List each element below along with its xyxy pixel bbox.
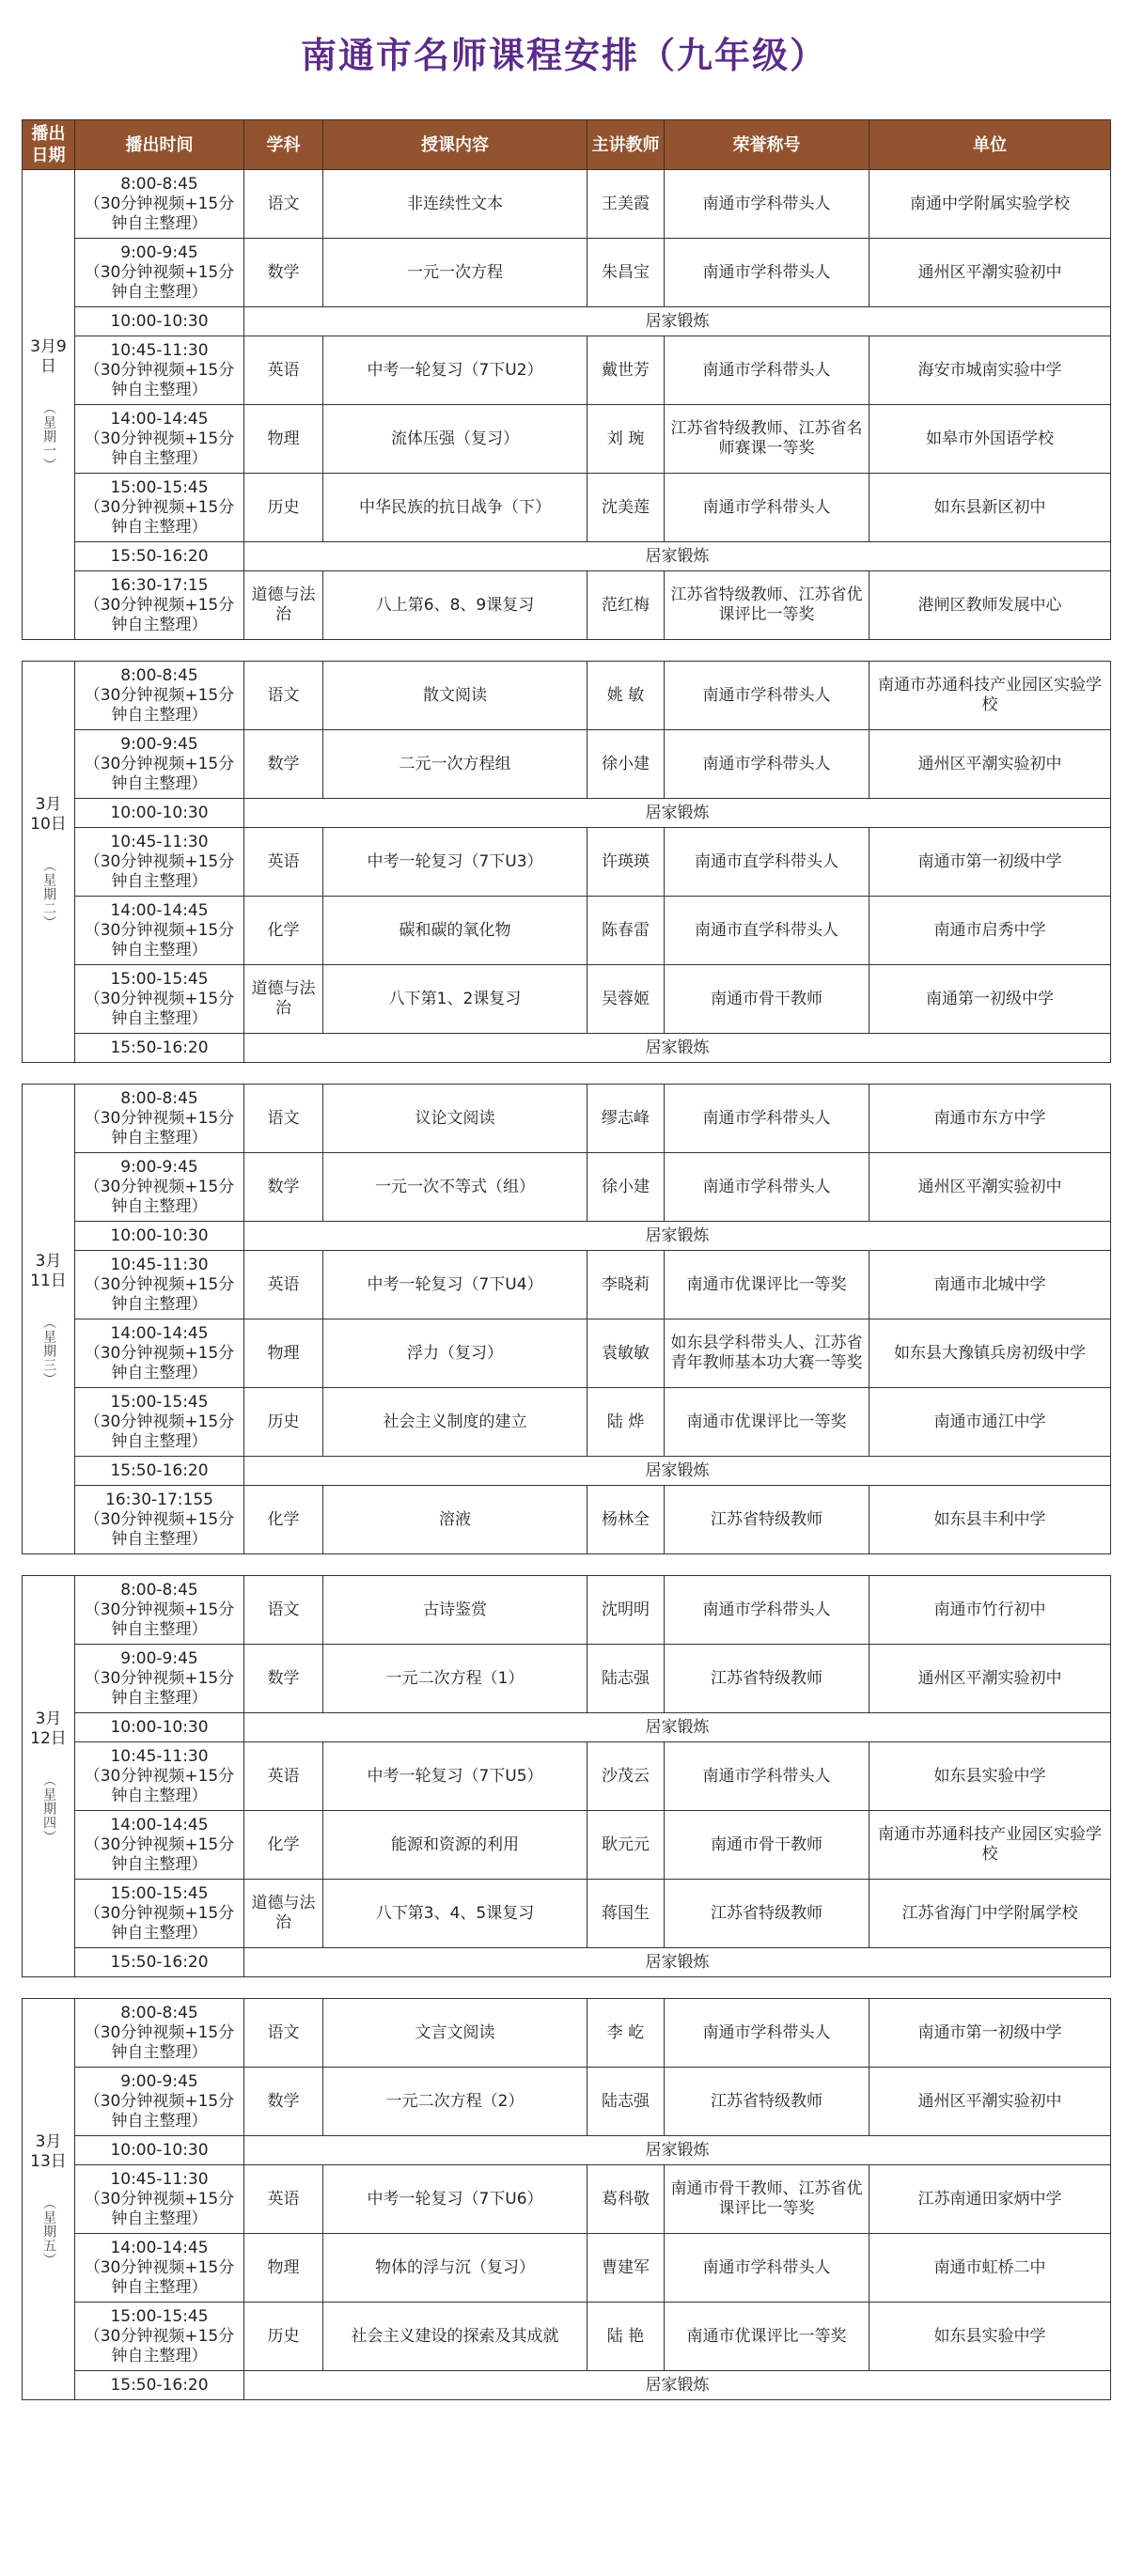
subject-cell: 英语 xyxy=(244,2165,323,2234)
time-cell: 8:00-8:45 （30分钟视频+15分钟自主整理） xyxy=(75,1085,244,1153)
honor-cell: 南通市优课评比一等奖 xyxy=(665,1388,870,1457)
subject-cell: 语文 xyxy=(244,1576,323,1645)
honor-cell: 南通市直学科带头人 xyxy=(665,897,870,965)
time-cell: 14:00-14:45 （30分钟视频+15分钟自主整理） xyxy=(75,1811,244,1880)
teacher-cell: 刘 琬 xyxy=(588,405,665,474)
lesson-row xyxy=(23,571,1111,640)
lesson-row xyxy=(23,1319,1111,1388)
time-cell: 10:45-11:30 （30分钟视频+15分钟自主整理） xyxy=(75,828,244,897)
honor-cell: 南通市学科带头人 xyxy=(665,239,870,307)
honor-cell: 南通市学科带头人 xyxy=(665,730,870,799)
time-cell: 15:00-15:45 （30分钟视频+15分钟自主整理） xyxy=(75,474,244,542)
time-cell: 15:00-15:45 （30分钟视频+15分钟自主整理） xyxy=(75,965,244,1034)
content-cell: 散文阅读 xyxy=(323,662,588,730)
lesson-row xyxy=(23,336,1111,405)
teacher-cell: 戴世芳 xyxy=(588,336,665,405)
unit-cell: 南通市北城中学 xyxy=(870,1251,1111,1319)
honor-cell: 南通市优课评比一等奖 xyxy=(665,1251,870,1319)
content-cell: 二元一次方程组 xyxy=(323,730,588,799)
exercise-label: 居家锻炼 xyxy=(244,2371,1111,2400)
unit-cell: 如东县新区初中 xyxy=(870,474,1111,542)
date-cell xyxy=(23,170,75,640)
subject-cell: 物理 xyxy=(244,1319,323,1388)
exercise-label: 居家锻炼 xyxy=(244,542,1111,571)
lesson-row xyxy=(23,897,1111,965)
content-cell: 中考一轮复习（7下U2） xyxy=(323,336,588,405)
header-honor: 荣誉称号 xyxy=(665,120,870,170)
weekday-label: （星期五） xyxy=(41,2195,56,2267)
lesson-row xyxy=(23,1999,1111,2068)
content-cell: 八上第6、8、9课复习 xyxy=(323,571,588,640)
unit-cell: 南通中学附属实验学校 xyxy=(870,170,1111,239)
unit-cell: 通州区平潮实验初中 xyxy=(870,1645,1111,1713)
honor-cell: 南通市优课评比一等奖 xyxy=(665,2303,870,2371)
teacher-cell: 杨林全 xyxy=(588,1486,665,1554)
unit-cell: 江苏南通田家炳中学 xyxy=(870,2165,1111,2234)
unit-cell: 南通市苏通科技产业园区实验学校 xyxy=(870,1811,1111,1880)
time-cell: 15:00-15:45 （30分钟视频+15分钟自主整理） xyxy=(75,1388,244,1457)
exercise-time: 10:00-10:30 xyxy=(75,1222,244,1251)
date-label: 3月9日 xyxy=(30,337,67,376)
weekday-label: （星期二） xyxy=(41,858,56,929)
honor-cell: 南通市学科带头人 xyxy=(665,1742,870,1811)
day-separator xyxy=(23,1554,1111,1576)
content-cell: 八下第1、2课复习 xyxy=(323,965,588,1034)
schedule-body xyxy=(23,170,1111,2400)
content-cell: 文言文阅读 xyxy=(323,1999,588,2068)
lesson-row xyxy=(23,1742,1111,1811)
content-cell: 中考一轮复习（7下U3） xyxy=(323,828,588,897)
lesson-row xyxy=(23,730,1111,799)
content-cell: 一元一次方程 xyxy=(323,239,588,307)
time-cell: 8:00-8:45 （30分钟视频+15分钟自主整理） xyxy=(75,662,244,730)
exercise-row xyxy=(23,1034,1111,1063)
exercise-label: 居家锻炼 xyxy=(244,1713,1111,1742)
unit-cell: 南通市东方中学 xyxy=(870,1085,1111,1153)
honor-cell: 江苏省特级教师 xyxy=(665,1486,870,1554)
honor-cell: 南通市学科带头人 xyxy=(665,336,870,405)
honor-cell: 如东县学科带头人、江苏省青年教师基本功大赛一等奖 xyxy=(665,1319,870,1388)
header-content: 授课内容 xyxy=(323,120,588,170)
day-separator xyxy=(23,1977,1111,1999)
subject-cell: 历史 xyxy=(244,474,323,542)
date-label: 3月11日 xyxy=(30,1252,67,1290)
content-cell: 一元二次方程（2） xyxy=(323,2068,588,2136)
time-cell: 14:00-14:45 （30分钟视频+15分钟自主整理） xyxy=(75,1319,244,1388)
unit-cell: 如皋市外国语学校 xyxy=(870,405,1111,474)
unit-cell: 通州区平潮实验初中 xyxy=(870,1153,1111,1222)
subject-cell: 语文 xyxy=(244,662,323,730)
lesson-row xyxy=(23,1645,1111,1713)
lesson-row xyxy=(23,405,1111,474)
lesson-row xyxy=(23,170,1111,239)
exercise-row xyxy=(23,1713,1111,1742)
lesson-row xyxy=(23,2234,1111,2303)
exercise-row xyxy=(23,2136,1111,2165)
content-cell: 碳和碳的氧化物 xyxy=(323,897,588,965)
teacher-cell: 徐小建 xyxy=(588,1153,665,1222)
teacher-cell: 李晓莉 xyxy=(588,1251,665,1319)
honor-cell: 南通市学科带头人 xyxy=(665,1576,870,1645)
time-cell: 9:00-9:45 （30分钟视频+15分钟自主整理） xyxy=(75,730,244,799)
time-cell: 15:00-15:45 （30分钟视频+15分钟自主整理） xyxy=(75,2303,244,2371)
page-title: 南通市名师课程安排（九年级） xyxy=(300,35,827,76)
unit-cell: 南通市苏通科技产业园区实验学校 xyxy=(870,662,1111,730)
unit-cell: 南通市第一初级中学 xyxy=(870,1999,1111,2068)
time-cell: 10:45-11:30 （30分钟视频+15分钟自主整理） xyxy=(75,2165,244,2234)
teacher-cell: 葛科敬 xyxy=(588,2165,665,2234)
subject-cell: 英语 xyxy=(244,336,323,405)
exercise-label: 居家锻炼 xyxy=(244,2136,1111,2165)
exercise-label: 居家锻炼 xyxy=(244,307,1111,336)
lesson-row xyxy=(23,2165,1111,2234)
time-cell: 9:00-9:45 （30分钟视频+15分钟自主整理） xyxy=(75,1645,244,1713)
lesson-row xyxy=(23,1153,1111,1222)
header-unit: 单位 xyxy=(870,120,1111,170)
time-cell: 10:45-11:30 （30分钟视频+15分钟自主整理） xyxy=(75,336,244,405)
teacher-cell: 缪志峰 xyxy=(588,1085,665,1153)
subject-cell: 道德与法治 xyxy=(244,1880,323,1948)
content-cell: 浮力（复习） xyxy=(323,1319,588,1388)
teacher-cell: 耿元元 xyxy=(588,1811,665,1880)
date-label: 3月13日 xyxy=(30,2131,67,2171)
teacher-cell: 陆 烨 xyxy=(588,1388,665,1457)
teacher-cell: 陆志强 xyxy=(588,2068,665,2136)
exercise-row xyxy=(23,542,1111,571)
date-cell xyxy=(23,1085,75,1554)
lesson-row xyxy=(23,1811,1111,1880)
teacher-cell: 许瑛瑛 xyxy=(588,828,665,897)
header-subject: 学科 xyxy=(244,120,323,170)
honor-cell: 江苏省特级教师、江苏省优课评比一等奖 xyxy=(665,571,870,640)
subject-cell: 道德与法治 xyxy=(244,571,323,640)
content-cell: 能源和资源的利用 xyxy=(323,1811,588,1880)
teacher-cell: 陈春雷 xyxy=(588,897,665,965)
subject-cell: 英语 xyxy=(244,1251,323,1319)
honor-cell: 南通市学科带头人 xyxy=(665,1085,870,1153)
subject-cell: 道德与法治 xyxy=(244,965,323,1034)
honor-cell: 江苏省特级教师、江苏省名师赛课一等奖 xyxy=(665,405,870,474)
teacher-cell: 李 屹 xyxy=(588,1999,665,2068)
time-cell: 16:30-17:155 （30分钟视频+15分钟自主整理） xyxy=(75,1486,244,1554)
lesson-row xyxy=(23,2303,1111,2371)
subject-cell: 化学 xyxy=(244,1811,323,1880)
honor-cell: 南通市骨干教师 xyxy=(665,965,870,1034)
teacher-cell: 朱昌宝 xyxy=(588,239,665,307)
subject-cell: 数学 xyxy=(244,239,323,307)
content-cell: 社会主义建设的探索及其成就 xyxy=(323,2303,588,2371)
unit-cell: 南通市虹桥二中 xyxy=(870,2234,1111,2303)
honor-cell: 南通市学科带头人 xyxy=(665,662,870,730)
time-cell: 9:00-9:45 （30分钟视频+15分钟自主整理） xyxy=(75,1153,244,1222)
weekday-label: （星期三） xyxy=(41,1316,56,1386)
exercise-label: 居家锻炼 xyxy=(244,1457,1111,1486)
lesson-row xyxy=(23,828,1111,897)
lesson-row xyxy=(23,662,1111,730)
exercise-row xyxy=(23,1222,1111,1251)
subject-cell: 化学 xyxy=(244,1486,323,1554)
lesson-row xyxy=(23,1486,1111,1554)
teacher-cell: 徐小建 xyxy=(588,730,665,799)
exercise-label: 居家锻炼 xyxy=(244,1222,1111,1251)
time-cell: 15:00-15:45 （30分钟视频+15分钟自主整理） xyxy=(75,1880,244,1948)
content-cell: 八下第3、4、5课复习 xyxy=(323,1880,588,1948)
unit-cell: 通州区平潮实验初中 xyxy=(870,2068,1111,2136)
exercise-time: 10:00-10:30 xyxy=(75,2136,244,2165)
unit-cell: 通州区平潮实验初中 xyxy=(870,730,1111,799)
content-cell: 中考一轮复习（7下U4） xyxy=(323,1251,588,1319)
lesson-row xyxy=(23,2068,1111,2136)
honor-cell: 南通市学科带头人 xyxy=(665,474,870,542)
exercise-row xyxy=(23,2371,1111,2400)
time-cell: 16:30-17:15 （30分钟视频+15分钟自主整理） xyxy=(75,571,244,640)
honor-cell: 南通市学科带头人 xyxy=(665,170,870,239)
lesson-row xyxy=(23,1388,1111,1457)
lesson-row xyxy=(23,239,1111,307)
date-cell xyxy=(23,1999,75,2400)
unit-cell: 南通市启秀中学 xyxy=(870,897,1111,965)
teacher-cell: 陆 艳 xyxy=(588,2303,665,2371)
exercise-time: 10:00-10:30 xyxy=(75,307,244,336)
day-separator-cell xyxy=(23,1554,1111,1576)
content-cell: 溶液 xyxy=(323,1486,588,1554)
time-cell: 14:00-14:45 （30分钟视频+15分钟自主整理） xyxy=(75,405,244,474)
exercise-time: 15:50-16:20 xyxy=(75,2371,244,2400)
time-cell: 14:00-14:45 （30分钟视频+15分钟自主整理） xyxy=(75,897,244,965)
exercise-time: 15:50-16:20 xyxy=(75,1948,244,1977)
subject-cell: 化学 xyxy=(244,897,323,965)
weekday-label: （星期一） xyxy=(41,401,56,472)
time-cell: 8:00-8:45 （30分钟视频+15分钟自主整理） xyxy=(75,1576,244,1645)
lesson-row xyxy=(23,1576,1111,1645)
unit-cell: 如东县实验中学 xyxy=(870,2303,1111,2371)
teacher-cell: 吴蓉姬 xyxy=(588,965,665,1034)
content-cell: 一元二次方程（1） xyxy=(323,1645,588,1713)
exercise-label: 居家锻炼 xyxy=(244,799,1111,828)
date-label: 3月12日 xyxy=(30,1709,67,1748)
honor-cell: 南通市直学科带头人 xyxy=(665,828,870,897)
day-separator-cell xyxy=(23,640,1111,662)
honor-cell: 南通市学科带头人 xyxy=(665,1999,870,2068)
day-separator-cell xyxy=(23,1977,1111,1999)
header-time: 播出时间 xyxy=(75,120,244,170)
subject-cell: 语文 xyxy=(244,170,323,239)
unit-cell: 如东县实验中学 xyxy=(870,1742,1111,1811)
day-separator xyxy=(23,1063,1111,1085)
content-cell: 中考一轮复习（7下U5） xyxy=(323,1742,588,1811)
subject-cell: 数学 xyxy=(244,2068,323,2136)
unit-cell: 如东县大豫镇兵房初级中学 xyxy=(870,1319,1111,1388)
exercise-row xyxy=(23,1457,1111,1486)
time-cell: 10:45-11:30 （30分钟视频+15分钟自主整理） xyxy=(75,1251,244,1319)
unit-cell: 南通市通江中学 xyxy=(870,1388,1111,1457)
exercise-row xyxy=(23,1948,1111,1977)
subject-cell: 物理 xyxy=(244,2234,323,2303)
teacher-cell: 曹建军 xyxy=(588,2234,665,2303)
honor-cell: 南通市骨干教师、江苏省优课评比一等奖 xyxy=(665,2165,870,2234)
date-cell xyxy=(23,662,75,1063)
exercise-time: 15:50-16:20 xyxy=(75,1034,244,1063)
subject-cell: 物理 xyxy=(244,405,323,474)
date-label: 3月10日 xyxy=(30,794,67,834)
unit-cell: 南通市竹行初中 xyxy=(870,1576,1111,1645)
weekday-label: （星期四） xyxy=(41,1772,56,1844)
subject-cell: 语文 xyxy=(244,1999,323,2068)
honor-cell: 江苏省特级教师 xyxy=(665,2068,870,2136)
subject-cell: 数学 xyxy=(244,1153,323,1222)
subject-cell: 数学 xyxy=(244,1645,323,1713)
exercise-label: 居家锻炼 xyxy=(244,1034,1111,1063)
unit-cell: 江苏省海门中学附属学校 xyxy=(870,1880,1111,1948)
unit-cell: 通州区平潮实验初中 xyxy=(870,239,1111,307)
content-cell: 非连续性文本 xyxy=(323,170,588,239)
subject-cell: 语文 xyxy=(244,1085,323,1153)
exercise-time: 15:50-16:20 xyxy=(75,542,244,571)
teacher-cell: 陆志强 xyxy=(588,1645,665,1713)
teacher-cell: 王美霞 xyxy=(588,170,665,239)
teacher-cell: 姚 敏 xyxy=(588,662,665,730)
header-teacher: 主讲教师 xyxy=(588,120,665,170)
content-cell: 议论文阅读 xyxy=(323,1085,588,1153)
content-cell: 一元一次不等式（组） xyxy=(323,1153,588,1222)
exercise-row xyxy=(23,799,1111,828)
table-header-row xyxy=(23,120,1111,170)
honor-cell: 江苏省特级教师 xyxy=(665,1645,870,1713)
lesson-row xyxy=(23,965,1111,1034)
exercise-row xyxy=(23,307,1111,336)
teacher-cell: 沈明明 xyxy=(588,1576,665,1645)
lesson-row xyxy=(23,1880,1111,1948)
unit-cell: 如东县丰利中学 xyxy=(870,1486,1111,1554)
exercise-time: 15:50-16:20 xyxy=(75,1457,244,1486)
header-date: 播出日期 xyxy=(23,120,75,170)
honor-cell: 南通市骨干教师 xyxy=(665,1811,870,1880)
time-cell: 8:00-8:45 （30分钟视频+15分钟自主整理） xyxy=(75,170,244,239)
subject-cell: 英语 xyxy=(244,1742,323,1811)
teacher-cell: 沈美莲 xyxy=(588,474,665,542)
honor-cell: 南通市学科带头人 xyxy=(665,1153,870,1222)
honor-cell: 南通市学科带头人 xyxy=(665,2234,870,2303)
schedule-table xyxy=(22,119,1111,2400)
exercise-time: 10:00-10:30 xyxy=(75,1713,244,1742)
time-cell: 9:00-9:45 （30分钟视频+15分钟自主整理） xyxy=(75,2068,244,2136)
unit-cell: 南通市第一初级中学 xyxy=(870,828,1111,897)
unit-cell: 南通第一初级中学 xyxy=(870,965,1111,1034)
content-cell: 社会主义制度的建立 xyxy=(323,1388,588,1457)
lesson-row xyxy=(23,474,1111,542)
time-cell: 9:00-9:45 （30分钟视频+15分钟自主整理） xyxy=(75,239,244,307)
exercise-time: 10:00-10:30 xyxy=(75,799,244,828)
subject-cell: 历史 xyxy=(244,2303,323,2371)
content-cell: 流体压强（复习） xyxy=(323,405,588,474)
lesson-row xyxy=(23,1251,1111,1319)
teacher-cell: 蒋国生 xyxy=(588,1880,665,1948)
exercise-label: 居家锻炼 xyxy=(244,1948,1111,1977)
honor-cell: 江苏省特级教师 xyxy=(665,1880,870,1948)
time-cell: 14:00-14:45 （30分钟视频+15分钟自主整理） xyxy=(75,2234,244,2303)
day-separator-cell xyxy=(23,1063,1111,1085)
day-separator xyxy=(23,640,1111,662)
teacher-cell: 范红梅 xyxy=(588,571,665,640)
subject-cell: 英语 xyxy=(244,828,323,897)
content-cell: 中考一轮复习（7下U6） xyxy=(323,2165,588,2234)
unit-cell: 港闸区教师发展中心 xyxy=(870,571,1111,640)
unit-cell: 海安市城南实验中学 xyxy=(870,336,1111,405)
time-cell: 8:00-8:45 （30分钟视频+15分钟自主整理） xyxy=(75,1999,244,2068)
date-cell xyxy=(23,1576,75,1977)
content-cell: 中华民族的抗日战争（下） xyxy=(323,474,588,542)
subject-cell: 数学 xyxy=(244,730,323,799)
lesson-row xyxy=(23,1085,1111,1153)
content-cell: 物体的浮与沉（复习） xyxy=(323,2234,588,2303)
content-cell: 古诗鉴赏 xyxy=(323,1576,588,1645)
teacher-cell: 沙茂云 xyxy=(588,1742,665,1811)
time-cell: 10:45-11:30 （30分钟视频+15分钟自主整理） xyxy=(75,1742,244,1811)
subject-cell: 历史 xyxy=(244,1388,323,1457)
teacher-cell: 袁敏敏 xyxy=(588,1319,665,1388)
